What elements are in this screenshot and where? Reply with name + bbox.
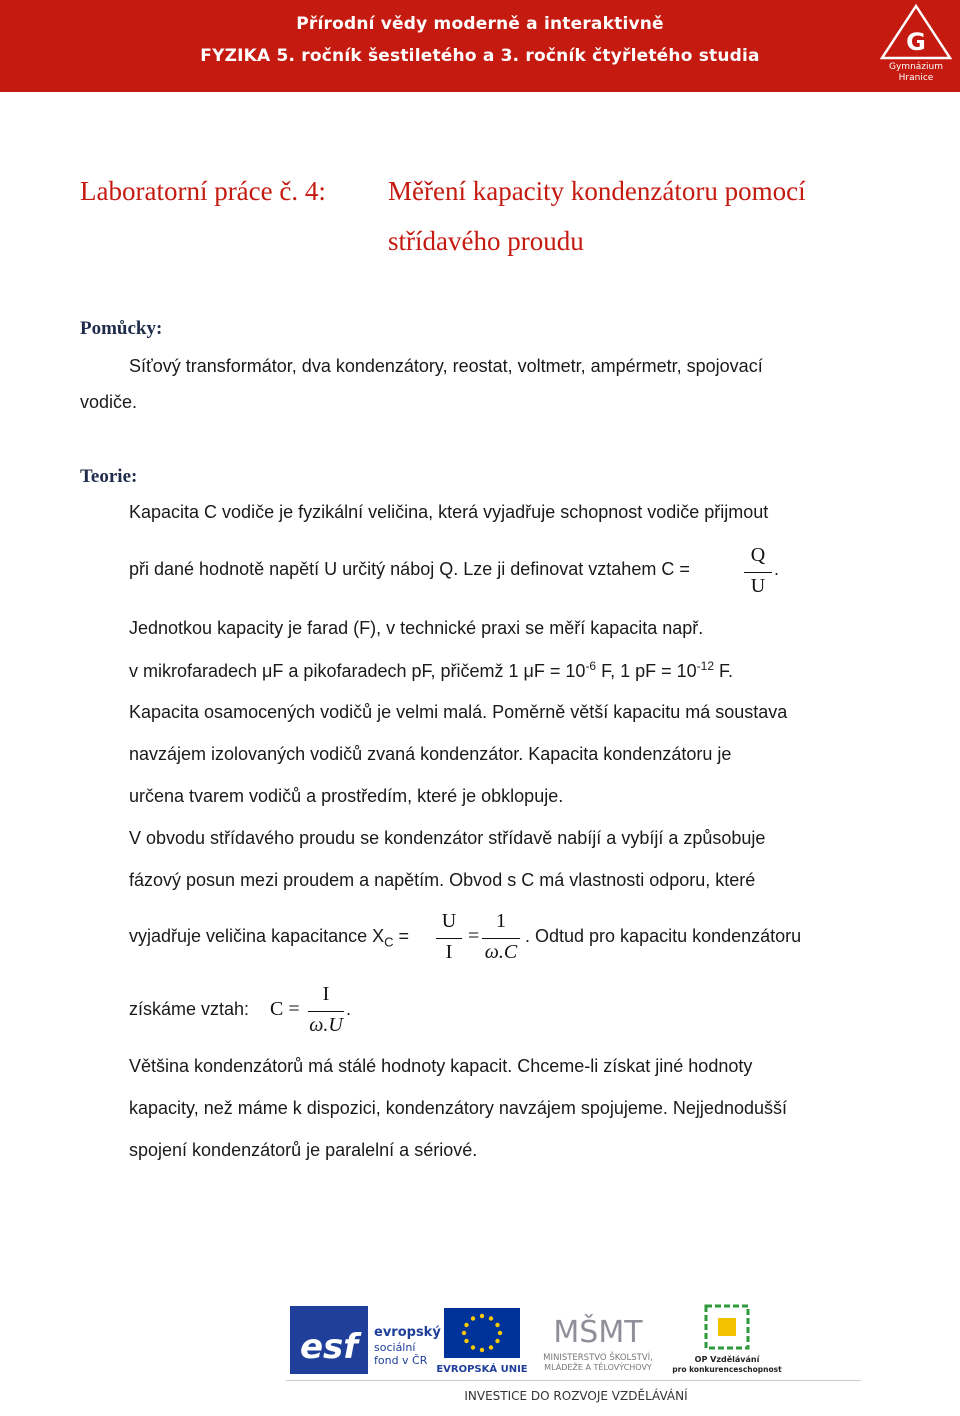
teorie-line-10: vyjadřuje veličina kapacitance $X_C$ = (129, 926, 410, 950)
eu-flag-icon (436, 1308, 527, 1375)
capacity-result-numerator: I (322, 983, 330, 1005)
teorie-line-9: fázový posun mezi proudem a napětím. Obvod s C má vlastnosti odporu, které (129, 870, 756, 890)
teorie-line-13: kapacity, než máme k dispozici, kondenzátory navzájem spojujeme. Nejjednodušší (129, 1098, 787, 1118)
capacitance-equals: = (468, 925, 480, 947)
teorie-line-14: spojení kondenzátorů je paralelní a sériové. (129, 1140, 478, 1160)
capacity-result-dot: . (346, 999, 352, 1019)
capacitance-fraction-2-numerator: 1 (496, 910, 506, 932)
logo-line-2: Hranice (898, 73, 934, 83)
lab-title-line-2: střídavého proudu (388, 226, 584, 256)
svg-text:MŠMT: MŠMT (553, 1315, 643, 1350)
capacity-result-bar (308, 1011, 344, 1012)
teorie-line-2: při dané hodnotě napětí U určitý náboj Q. Lze ji definovat vztahem C = (129, 559, 690, 579)
svg-text:MLÁDEŽE A TĚLOVÝCHOVY: MLÁDEŽE A TĚLOVÝCHOVY (544, 1363, 652, 1372)
teorie-line-3: Jednotkou kapacity je farad (F), v technické praxi se měří kapacita např. (129, 618, 704, 638)
pomucky-line-2: vodiče. (80, 392, 138, 412)
lab-title-line-1: Měření kapacity kondenzátoru pomocí (388, 176, 806, 206)
svg-text:OP Vzdělávání: OP Vzdělávání (694, 1355, 760, 1364)
teorie-line-7: určena tvarem vodičů a prostředím, které je obklopuje. (129, 786, 564, 806)
capacitance-fraction-2-denominator: ω.C (484, 941, 518, 963)
esf-logo-icon (290, 1306, 441, 1374)
svg-text:INVESTICE DO ROZVOJE VZDĚLÁVÁN: INVESTICE DO ROZVOJE VZDĚLÁVÁNÍ (464, 1389, 688, 1403)
svg-text:pro konkurenceschopnost: pro konkurenceschopnost (672, 1365, 782, 1374)
svg-text:G: G (906, 28, 926, 56)
teorie-line-12: Většina kondenzátorů má stálé hodnoty kapacit. Chceme-li získat jiné hodnoty (129, 1056, 753, 1076)
lab-label: Laboratorní práce č. 4: (80, 176, 326, 206)
svg-text:sociální: sociální (374, 1341, 416, 1354)
header-series-title: Přírodní vědy moderně a interaktivně (296, 14, 664, 34)
teorie-line-10-tail: . Odtud pro kapacitu kondenzátoru (525, 926, 802, 946)
svg-text:MINISTERSTVO ŠKOLSTVÍ,: MINISTERSTVO ŠKOLSTVÍ, (543, 1353, 653, 1363)
header-subject-title: FYZIKA 5. ročník šestiletého a 3. ročník čtyřletého studia (200, 46, 760, 66)
teorie-line-6: navzájem izolovaných vodičů zvaná kondenzátor. Kapacita kondenzátoru je (129, 744, 732, 764)
capacitance-fraction-1-denominator: I (445, 941, 453, 963)
teorie-line-1: Kapacita C vodiče je fyzikální veličina, která vyjadřuje schopnost vodiče přijmout (129, 502, 769, 522)
capacity-result-lhs: C = (270, 998, 300, 1020)
capacity-fraction-denominator: U (750, 575, 766, 597)
teorie-line-5: Kapacita osamocených vodičů je velmi malá. Poměrně větší kapacitu má soustava (129, 702, 788, 722)
capacity-formula-dot: . (774, 559, 780, 579)
svg-text:esf: esf (299, 1327, 359, 1367)
svg-text:EVROPSKÁ UNIE: EVROPSKÁ UNIE (436, 1364, 528, 1375)
capacity-result-denominator: ω.U (309, 1014, 343, 1036)
page-header (0, 0, 960, 92)
capacitance-fraction-1-numerator: U (441, 910, 457, 932)
capacity-fraction-bar (744, 572, 772, 573)
teorie-heading: Teorie: (80, 466, 138, 487)
msmt-logo-icon (543, 1313, 653, 1372)
svg-text:evropský: evropský (374, 1325, 441, 1340)
pomucky-heading: Pomůcky: (80, 318, 163, 339)
teorie-line-11: získáme vztah: (129, 999, 250, 1019)
teorie-line-8: V obvodu střídavého proudu se kondenzátor střídavě nabíjí a vybíjí a způsobuje (129, 828, 766, 848)
footer-logo-strip (286, 1300, 861, 1410)
capacitance-fraction-1-bar (436, 938, 462, 939)
capacitance-fraction-2-bar (482, 938, 520, 939)
pomucky-line-1: Síťový transformátor, dva kondenzátory, reostat, voltmetr, ampérmetr, spojovací (129, 356, 763, 376)
capacity-fraction-numerator: Q (750, 544, 766, 566)
logo-line-1: Gymnázium (889, 62, 943, 72)
teorie-line-4: v mikrofaradech μF a pikofaradech pF, přičemž 1 $\mu F = 10^{-6}$ F, 1 pF = $10^{-12}$ F. (129, 659, 734, 681)
school-logo-icon (872, 0, 960, 92)
op-vzdelavani-logo-icon (672, 1306, 782, 1374)
svg-text:fond v ČR: fond v ČR (374, 1354, 428, 1367)
